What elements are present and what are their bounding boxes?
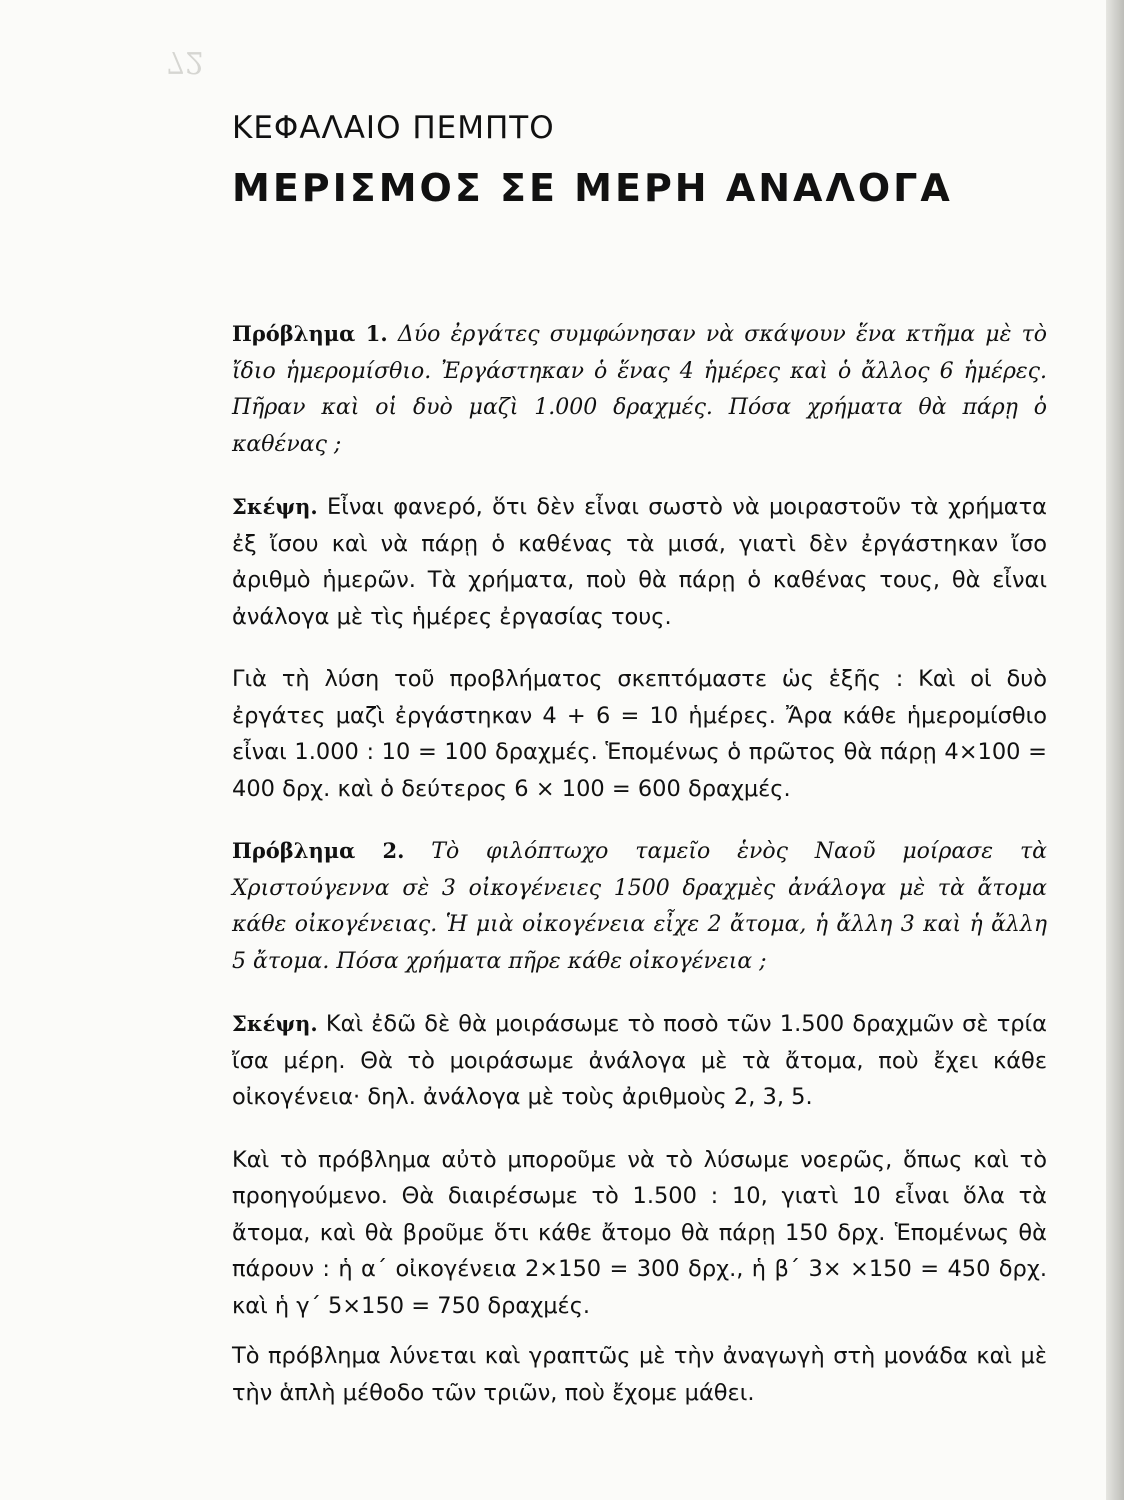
chapter-label: ΚΕΦΑΛΑΙΟ ΠΕΜΠΤΟ <box>232 110 555 146</box>
problem-2-thought <box>232 1006 1047 1116</box>
problem-1-thought <box>232 489 1047 635</box>
problem-2-thought-text: Καὶ ἐδῶ δὲ θὰ μοιράσωμε τὸ ποσὸ τῶν 1.500 δραχμῶν σὲ τρία ἴσα μέρη. Θὰ τὸ μοιράσωμε ἀνάλογα μὲ τὰ ἄτομα, ποὺ ἔχει κάθε οἰκογένεια· δηλ. ἀνάλογα μὲ τοὺς ἀριθμοὺς 2, 3, 5. <box>232 1011 1048 1110</box>
problem-1-text: Δύο ἐργάτες συμφώνησαν νὰ σκάψουν ἕνα κτῆμα μὲ τὸ ἴδιο ἡμερομίσθιο. Ἐργάστηκαν ὁ ἕνας 4 ἡμέρες καὶ ὁ ἄλλος 6 ἡμέρες. Πῆραν καὶ οἱ δυὸ μαζὶ 1.000 δραχμές. Πόσα χρήματα θὰ πάρῃ ὁ καθένας ; <box>232 322 1047 457</box>
problem-2-thought-label: Σκέψη. <box>232 1011 318 1036</box>
problem-1-statement <box>232 316 1047 463</box>
page-edge-shadow <box>1106 0 1124 1500</box>
problem-1-solution: Γιὰ τὴ λύση τοῦ προβλήματος σκεπτόμαστε ὡς ἑξῆς : Καὶ οἱ δυὸ ἐργάτες μαζὶ ἐργάστηκαν 4 + 6 = 10 ἡμέρες. Ἄρα κάθε ἡμερομίσθιο εἶναι 1.000 : 10 = 100 δραχμές. Ἑπομένως ὁ πρῶτος θὰ πάρῃ 4×100 = 400 δρχ. καὶ ὁ δεύτερος 6 × 100 = 600 δραχμές. <box>232 666 1047 802</box>
problem-1-thought-text: Εἶναι φανερό, ὅτι δὲν εἶναι σωστὸ νὰ μοιραστοῦν τὰ χρήματα ἐξ ἴσου καὶ νὰ πάρῃ ὁ καθένας τὰ μισά, γιατὶ δὲν ἐργάστηκαν ἴσο ἀριθμὸ ἡμερῶν. Τὰ χρήματα, ποὺ θὰ πάρῃ ὁ καθένας τους, θὰ εἶναι ἀνάλογα μὲ τὶς ἡμέρες ἐργασίας τους. <box>232 494 1048 630</box>
problem-2-label: Πρόβλημα 2. <box>232 838 405 863</box>
chapter-title: ΜΕΡΙΣΜΟΣ ΣΕ ΜΕΡΗ ΑΝΑΛΟΓΑ <box>232 166 953 210</box>
problem-1-label: Πρόβλημα 1. <box>232 321 388 346</box>
page-content <box>232 110 1047 1411</box>
problem-1-thought-label: Σκέψη. <box>232 494 318 519</box>
problem-2-mental-solution: Καὶ τὸ πρόβλημα αὐτὸ μποροῦμε νὰ τὸ λύσωμε νοερῶς, ὅπως καὶ τὸ προηγούμενο. Θὰ διαιρέσωμε τὸ 1.500 : 10, γιατὶ 10 εἶναι ὅλα τὰ ἄτομα, καὶ θὰ βροῦμε ὅτι κάθε ἄτομο θὰ πάρῃ 150 δρχ. Ἑπομένως θὰ πάρουν : ἡ α΄ οἰκογένεια 2×150 = 300 δρχ., ἡ β΄ 3× ×150 = 450 δρχ. καὶ ἡ γ΄ 5×150 = 750 δραχμές. <box>232 1146 1047 1319</box>
problem-2-written-solution: Τὸ πρόβλημα λύνεται καὶ γραπτῶς μὲ τὴν ἀναγωγὴ στὴ μονάδα καὶ μὲ τὴν ἁπλὴ μέθοδο τῶν τριῶν, ποὺ ἔχομε μάθει. <box>232 1343 1047 1406</box>
problem-2-text: Τὸ φιλόπτωχο ταμεῖο ἑνὸς Ναοῦ μοίρασε τὰ Χριστούγεννα σὲ 3 οἰκογένειες 1500 δραχμὲς ἀνάλογα μὲ τὰ ἄτομα κάθε οἰκογένειας. Ἡ μιὰ οἰκογένεια εἶχε 2 ἄτομα, ἡ ἄλλη 3 καὶ ἡ ἄλλη 5 ἄτομα. Πόσα χρήματα πῆρε κάθε οἰκογένεια ; <box>232 839 1048 974</box>
problem-2-statement <box>232 833 1047 980</box>
bleed-through-page-number: 72 <box>166 44 205 79</box>
